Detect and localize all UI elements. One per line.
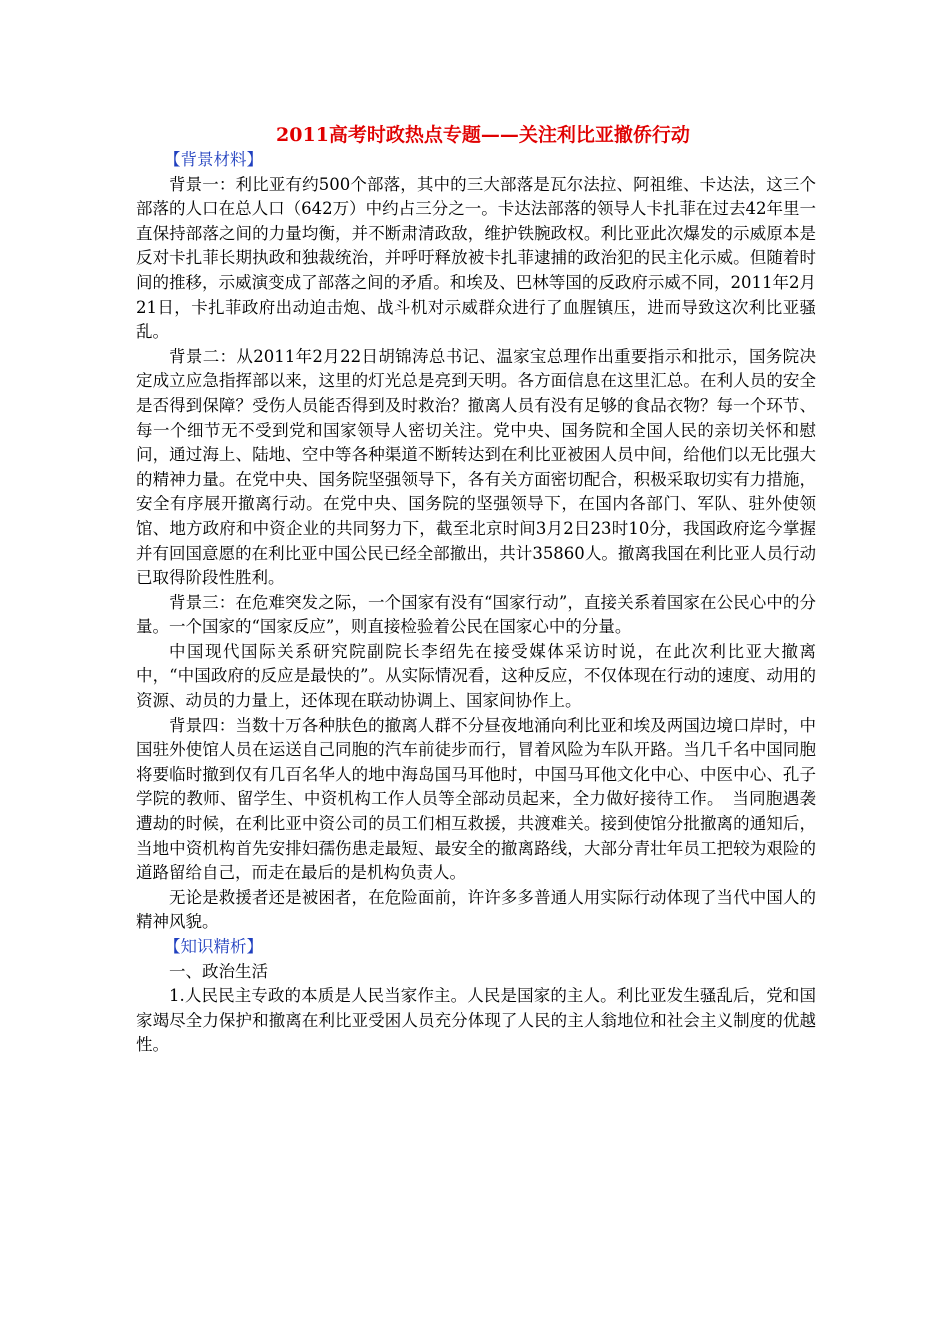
section-heading-background: 【背景材料】 [164, 150, 263, 169]
document-body [136, 122, 816, 1058]
knowledge-point-1: 1.人民民主专政的本质是人民当家作主。人民是国家的主人。利比亚发生骚乱后，党和国家竭尽全力保护和撤离在利比亚受困人员充分体现了人民的主人翁地位和社会主义制度的优越性。 [136, 986, 816, 1055]
background-4-summary-paragraph: 无论是救援者还是被困者，在危险面前，许许多多普通人用实际行动体现了当代中国人的精神风貌。 [136, 887, 816, 932]
background-1-paragraph: 背景一：利比亚有约500个部落，其中的三大部落是瓦尔法拉、阿祖维、卡达法，这三个部落的人口在总人口（642万）中约占三分之一。卡达法部落的领导人卡扎菲在过去42年里一直保持部落之间的力量均衡，并不断肃清政敌，维护铁腕政权。利比亚此次爆发的示威原本是反对卡扎菲长期执政和独裁统治，并呼吁释放被卡扎菲逮捕的政治犯的民主化示威。但随着时间的推移，示威演变成了部落之间的矛盾。和埃及、巴林等国的反政府示威不同，2011年2月21日，卡扎菲政府出动迫击炮、战斗机对示威群众进行了血腥镇压，进而导致这次利比亚骚乱。 [136, 174, 816, 342]
background-3-quote-paragraph: 中国现代国际关系研究院副院长李绍先在接受媒体采访时说，在此次利比亚大撤离中，“中国政府的反应是最快的”。从实际情况看，这种反应，不仅体现在行动的速度、动用的资源、动员的力量上，还体现在联动协调上、国家间协作上。 [136, 641, 816, 711]
background-3-paragraph: 背景三：在危难突发之际，一个国家有没有“国家行动”，直接关系着国家在公民心中的分量。一个国家的“国家反应”，则直接检验着公民在国家心中的分量。 [136, 592, 816, 637]
background-2-paragraph: 背景二：从2011年2月22日胡锦涛总书记、温家宝总理作出重要指示和批示，国务院决定成立应急指挥部以来，这里的灯光总是亮到天明。各方面信息在这里汇总。在利人员的安全是否得到保障？受伤人员能否得到及时救治？撤离人员有没有足够的食品衣物？每一个环节、每一个细节无不受到党和国家领导人密切关注。党中央、国务院和全国人民的亲切关怀和慰问，通过海上、陆地、空中等各种渠道不断转达到在利比亚被困人员中间，给他们以无比强大的精神力量。在党中央、国务院坚强领导下，各有关方面密切配合，积极采取切实有力措施，安全有序展开撤离行动。在党中央、国务院的坚强领导下，在国内各部门、军队、驻外使领馆、地方政府和中资企业的共同努力下，截至北京时间3月2日23时10分，我国政府迄今掌握并有回国意愿的在利比亚中国公民已经全部撤出，共计35860人。撤离我国在利比亚人员行动已取得阶段性胜利。 [136, 346, 816, 588]
background-4-paragraph: 背景四：当数十万各种肤色的撤离人群不分昼夜地涌向利比亚和埃及两国边境口岸时，中国驻外使馆人员在运送自己同胞的汽车前徒步而行，冒着风险为车队开路。当几千名中国同胞将要临时撤到仅有几百名华人的地中海岛国马耳他时，中国马耳他文化中心、中医中心、孔子学院的教师、留学生、中资机构工作人员等全部动员起来，全力做好接待工作。 当同胞遇袭遭劫的时候，在利比亚中资公司的员工们相互救援，共渡难关。接到使馆分批撤离的通知后，当地中资机构首先安排妇孺伤患走最短、最安全的撤离路线，大部分青壮年员工把较为艰险的道路留给自己，而走在最后的是机构负责人。 [136, 715, 816, 883]
page-title: 2011高考时政热点专题——关注利比亚撤侨行动 [276, 124, 690, 146]
subheading-political-life: 一、政治生活 [169, 961, 268, 981]
section-heading-knowledge: 【知识精析】 [164, 937, 263, 956]
